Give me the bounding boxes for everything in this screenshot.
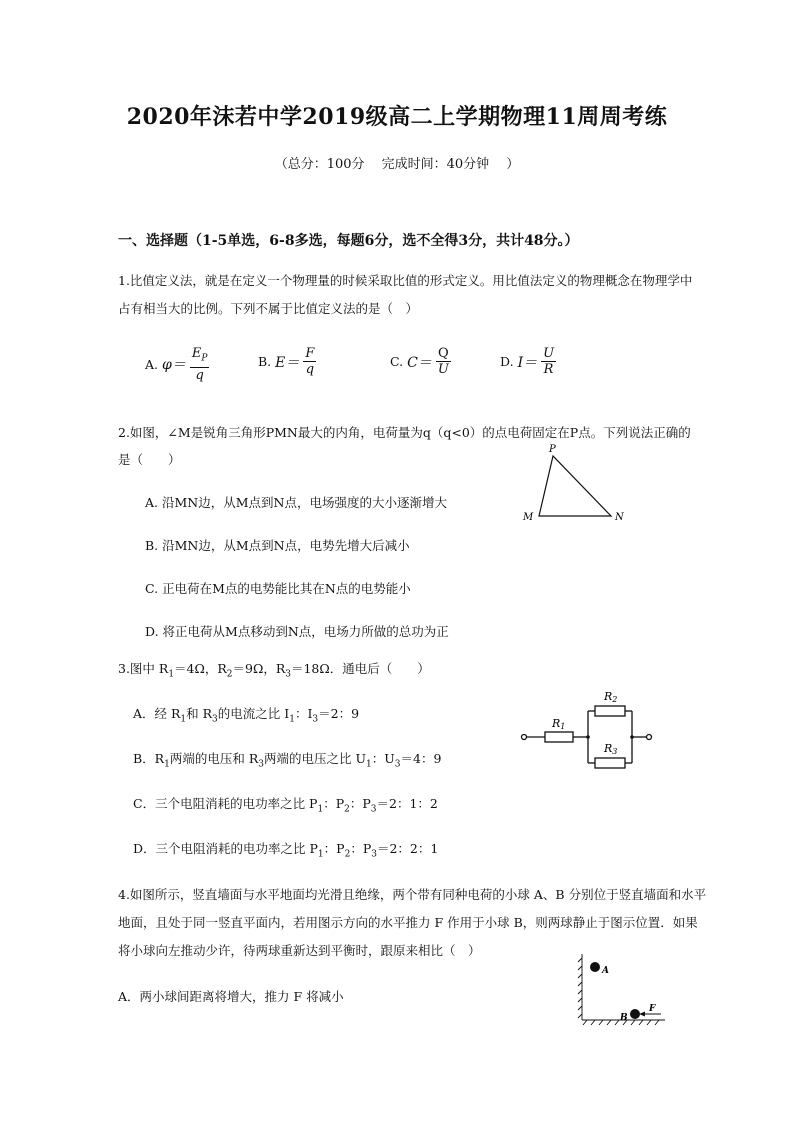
q1-option-a-fraction (190, 346, 210, 383)
opt-text: ：U (371, 751, 395, 766)
q4-stem-line1: 4.如图所示，竖直墙面与水平地面均光滑且绝缘，两个带有同种电荷的小球 A、B 分别位于竖直墙面和水平 (118, 887, 707, 902)
q4-stem-line2: 地面，且处于同一竖直平面内，若用图示方向的水平推力 F 作用于小球 B，则两球静止于图示位置．如果 (118, 915, 698, 930)
opt-text: 和 R (186, 706, 213, 721)
q3-circuit-figure (518, 682, 658, 777)
q3-stem-sub: 3 (285, 669, 291, 680)
q1-option-b-den: q (305, 362, 315, 377)
opt-text: ：P (323, 841, 345, 856)
q1-option-c-fraction (436, 346, 451, 377)
q1-option-d-label: D. (500, 354, 514, 369)
q1-option-d-fraction (541, 346, 556, 377)
vertex-label-m: M (523, 512, 534, 523)
opt-sub: 1 (365, 759, 372, 770)
q1-option-b-fraction (303, 346, 316, 377)
label-r3: R3 (604, 742, 618, 756)
q2-option-d: D. 将正电荷从M点移动到N点，电场力所做的总功为正 (145, 624, 449, 639)
opt-sub: 1 (317, 804, 324, 815)
q1-option-c-den: U (437, 362, 449, 377)
q3-option-b (133, 750, 441, 774)
terminal-right (647, 735, 652, 740)
q3-stem-sub: 1 (168, 669, 175, 680)
q3-stem-part: ＝18Ω．通电后（ ） (290, 661, 430, 676)
opt-text: ＝2：9 (318, 706, 360, 721)
terminal-left (522, 735, 527, 740)
opt-text: ：P (350, 841, 372, 856)
page-subtitle: （总分：100分 完成时间：40分钟 ） (274, 157, 520, 172)
q2-stem-line1: 2.如图，∠M是锐角三角形PMN最大的内角，电荷量为q（q<0）的点电荷固定在P点。下列说法正确的 (118, 425, 691, 440)
q2-option-b: B. 沿MN边，从M点到N点，电势先增大后减小 (145, 538, 410, 553)
ball-b (630, 1009, 640, 1019)
label-a: A (602, 966, 609, 976)
q2-stem-line2: 是（ ） (118, 452, 181, 467)
opt-sub: 1 (164, 759, 170, 770)
opt-sub: 3 (394, 759, 401, 770)
opt-sub: 3 (258, 759, 264, 770)
opt-sub: 1 (317, 849, 324, 860)
q1-option-a (145, 346, 209, 383)
q1-option-a-label: A. (145, 356, 159, 372)
q3-stem-part: 3.图中 R (118, 661, 169, 676)
opt-sub: 3 (312, 714, 319, 725)
q1-option-b-label: B. (258, 354, 272, 369)
q3-stem-part: ＝4Ω，R (174, 661, 227, 676)
q1-option-b (258, 346, 316, 377)
q1-option-a-num-sub: P (201, 353, 208, 364)
q2-option-a: A. 沿MN边，从M点到N点，电场强度的大小逐渐增大 (145, 495, 447, 510)
opt-sub: 2 (344, 849, 351, 860)
q1-option-d-lhs: I＝ (517, 354, 538, 371)
q1-option-b-lhs: E＝ (275, 354, 300, 371)
opt-text: ＝2：2：1 (376, 841, 439, 856)
opt-text: ：P (323, 796, 345, 811)
opt-sub: 3 (212, 714, 218, 725)
q3-option-d (133, 840, 438, 864)
opt-text: 的电流之比 I (217, 706, 290, 721)
q4-option-a: A．两小球间距离将增大，推力 F 将减小 (118, 989, 344, 1004)
page-title: 2020年沫若中学2019级高二上学期物理11周周考练 (126, 104, 668, 130)
q2-triangle-figure (515, 440, 635, 525)
opt-sub: 3 (371, 849, 377, 860)
q1-option-d (500, 346, 556, 377)
vertex-label-p: P (549, 444, 556, 455)
opt-text: A．经 R (133, 706, 181, 721)
q1-option-a-num: E (191, 346, 202, 361)
opt-text: ：I (294, 706, 313, 721)
junction-right (630, 735, 634, 739)
q1-option-a-lhs: φ＝ (162, 357, 186, 374)
q4-stem-line3: 将小球向左推动少许，待两球重新达到平衡时，跟原来相比（ ） (118, 943, 481, 958)
resistor-r3 (595, 758, 625, 768)
opt-text: 两端的电压之比 U (263, 751, 366, 766)
q1-option-c-num: Q (437, 346, 449, 361)
q2-option-c: C. 正电荷在M点的电势能比其在N点的电势能小 (145, 581, 411, 596)
triangle-pmn (539, 456, 611, 516)
opt-sub: 1 (180, 714, 187, 725)
q3-stem-part: ＝9Ω，R (232, 661, 286, 676)
q3-option-c (133, 795, 438, 819)
opt-text: ：P (349, 796, 371, 811)
label-r1: R1 (552, 717, 566, 731)
resistor-r1 (545, 732, 573, 742)
opt-text: 两端的电压和 R (169, 751, 259, 766)
label-b: B (620, 1013, 628, 1023)
resistor-r2 (595, 706, 625, 716)
opt-text: ＝4：9 (400, 751, 442, 766)
q3-stem (118, 660, 430, 684)
q1-option-c (390, 346, 451, 377)
opt-sub: 3 (370, 804, 377, 815)
q1-option-d-num: U (543, 346, 555, 361)
q1-option-a-den: q (195, 367, 204, 383)
junction-left (586, 735, 590, 739)
section-heading: 一、选择题（1-5单选，6-8多选，每题6分，选不全得3分，共计48分。） (118, 233, 579, 249)
opt-text: C．三个电阻消耗的电功率之比 P (133, 796, 318, 811)
q1-option-c-label: C. (390, 354, 404, 369)
opt-sub: 1 (289, 714, 295, 725)
q1-option-d-den: R (543, 362, 554, 377)
q1-option-b-num: F (305, 346, 315, 361)
opt-text: ＝2：1：2 (376, 796, 438, 811)
q1-stem-line2: 占有相当大的比例。下列不属于比值定义法的是（ ） (118, 301, 419, 316)
label-f: F (649, 1004, 656, 1014)
label-r2: R2 (604, 690, 618, 704)
q1-stem-line1: 1.比值定义法，就是在定义一个物理量的时候采取比值的形式定义。用比值法定义的物理概念在物理学中 (118, 273, 693, 288)
ball-a (590, 962, 600, 972)
q1-option-c-lhs: C＝ (407, 354, 432, 371)
vertex-label-n: N (615, 512, 624, 523)
q4-wall-figure (573, 950, 673, 1032)
opt-text: B．R (133, 751, 165, 766)
opt-text: D．三个电阻消耗的电功率之比 P (133, 841, 318, 856)
q3-option-a (133, 705, 359, 729)
opt-sub: 2 (344, 804, 350, 815)
q3-stem-sub: 2 (226, 669, 233, 680)
